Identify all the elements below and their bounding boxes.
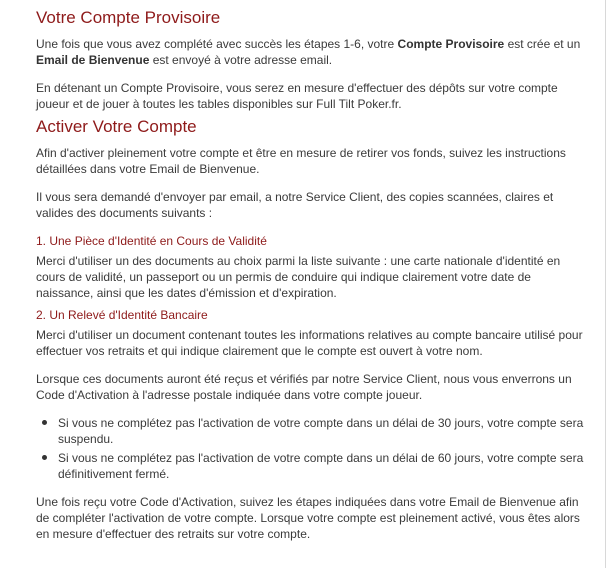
list-item: [58, 415, 586, 447]
provisional-account-bold: Compte Provisoire: [397, 37, 505, 51]
section-activate-account: [36, 116, 586, 542]
activate-paragraph-3: Lorsque ces documents auront été reçus et vérifiés par notre Service Client, nous vous enverrons un Code d'Activation à l'adresse postale indiquée dans votre compte joueur.: [36, 372, 572, 402]
provisional-text-part-2: est crée et un: [504, 37, 581, 51]
section-title-provisional-account: Votre Compte Provisoire: [36, 8, 221, 27]
bullet-text-30-days: Si vous ne complétez pas l'activation de votre compte dans un délai de 30 jours, votre compte sera suspendu.: [58, 416, 584, 446]
identity-document-text: Merci d'utiliser un des documents au choix parmi la liste suivante : une carte nationale d'identité en cours de validité, un passeport ou un permis de conduire qui indique clairement votre date de naissance, ainsi que les dates d'émission et d'expiration.: [36, 254, 561, 300]
list-item: [58, 450, 586, 482]
provisional-account-paragraph-1: [36, 36, 586, 68]
section-title-activate-account: Activer Votre Compte: [36, 117, 197, 136]
bullet-icon: [42, 455, 47, 460]
subsection-title-identity-document: 1. Une Pièce d'Identité en Cours de Validité: [36, 234, 267, 248]
section-provisional-account: [36, 7, 586, 112]
provisional-text-part-1: Une fois que vous avez complété avec succès les étapes 1-6, votre: [36, 37, 398, 51]
bullet-icon: [42, 420, 47, 425]
provisional-account-paragraph-2: En détenant un Compte Provisoire, vous serez en mesure d'effectuer des dépôts sur votre compte joueur et de jouer à toutes les tables disponibles sur Full Tilt Poker.fr.: [36, 81, 558, 111]
deadline-bullet-list: [36, 415, 586, 482]
activate-paragraph-1: Afin d'activer pleinement votre compte et être en mesure de retirer vos fonds, suivez les instructions détaillées dans votre Email de Bienvenue.: [36, 146, 566, 176]
provisional-text-part-3: est envoyé à votre adresse email.: [149, 53, 333, 67]
subsection-title-bank-details: 2. Un Relevé d'Identité Bancaire: [36, 308, 208, 322]
activate-paragraph-2: Il vous sera demandé d'envoyer par email, a notre Service Client, des copies scannées, claires et valides des documents suivants :: [36, 190, 554, 220]
welcome-email-bold: Email de Bienvenue: [36, 53, 150, 67]
bullet-text-60-days: Si vous ne complétez pas l'activation de votre compte dans un délai de 60 jours, votre compte sera définitivement fermé.: [58, 451, 584, 481]
activate-paragraph-4: Une fois reçu votre Code d'Activation, suivez les étapes indiquées dans votre Email de Bienvenue afin de compléter l'activation de votre compte. Lorsque votre compte est pleinement activé, vous êtes alors en mesure d'effectuer des retraits sur votre compte.: [36, 495, 580, 541]
bank-details-text: Merci d'utiliser un document contenant toutes les informations relatives au compte bancaire utilisé pour effectuer vos retraits et qui indique clairement que le compte est ouvert à votre nom.: [36, 328, 583, 358]
